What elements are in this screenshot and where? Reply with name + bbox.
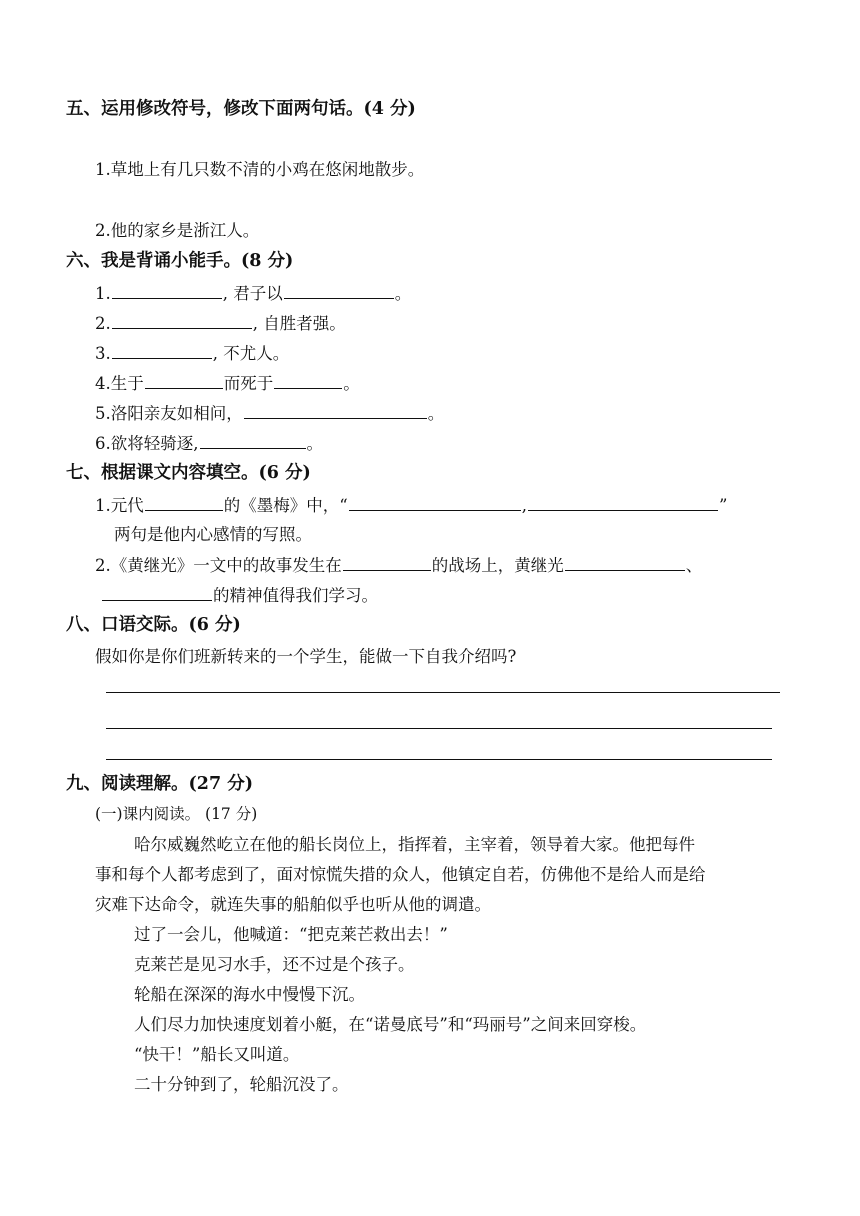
section-6-question-3 bbox=[95, 342, 289, 365]
answer-blank[interactable] bbox=[145, 372, 223, 389]
question-text: 6.欲将轻骑逐, bbox=[95, 434, 199, 453]
passage-line: 过了一会儿，他喊道：“把克莱芒救出去！” bbox=[134, 925, 448, 944]
answer-blank[interactable] bbox=[284, 282, 394, 299]
section-6-question-2 bbox=[95, 312, 346, 335]
section-8-prompt: 假如你是你们班新转来的一个学生，能做一下自我介绍吗? bbox=[95, 647, 517, 666]
section-6-question-5 bbox=[95, 402, 444, 425]
answer-blank[interactable] bbox=[244, 402, 427, 419]
answer-blank[interactable] bbox=[145, 494, 223, 511]
answer-blank[interactable] bbox=[349, 494, 521, 511]
section-7-question-2-continued bbox=[101, 584, 378, 607]
passage-line: 轮船在深深的海水中慢慢下沉。 bbox=[134, 985, 365, 1004]
answer-blank[interactable] bbox=[102, 584, 212, 601]
answer-line[interactable] bbox=[106, 759, 772, 760]
question-text: 的《墨梅》中，“ bbox=[223, 496, 348, 515]
answer-blank[interactable] bbox=[112, 282, 222, 299]
passage-line: 二十分钟到了，轮船沉没了。 bbox=[134, 1075, 349, 1094]
section-6-title: 六、我是背诵小能手。(8 分) bbox=[66, 251, 294, 271]
passage-line: 哈尔威巍然屹立在他的船长岗位上，指挥着，主宰着，领导着大家。他把每件 bbox=[134, 835, 695, 854]
answer-blank[interactable] bbox=[112, 342, 212, 359]
question-text: ” bbox=[718, 496, 728, 515]
question-number: 2. bbox=[95, 314, 111, 333]
section-6-question-4 bbox=[95, 372, 360, 395]
passage-line: 事和每个人都考虑到了，面对惊慌失措的众人，他镇定自若，仿佛他不是给人而是给 bbox=[95, 865, 706, 884]
answer-line[interactable] bbox=[106, 692, 780, 693]
section-5-title: 五、运用修改符号，修改下面两句话。(4 分) bbox=[66, 99, 416, 119]
question-text: 的战场上，黄继光 bbox=[431, 556, 564, 575]
answer-blank[interactable] bbox=[200, 432, 306, 449]
answer-line[interactable] bbox=[106, 728, 772, 729]
question-text: 4.生于 bbox=[95, 374, 144, 393]
passage-line: 灾难下达命令，就连失事的船舶似乎也听从他的调遣。 bbox=[95, 895, 491, 914]
answer-blank[interactable] bbox=[528, 494, 718, 511]
passage-line: 人们尽力加快速度划着小艇，在“诺曼底号”和“玛丽号”之间来回穿梭。 bbox=[134, 1015, 647, 1034]
section-8-title: 八、口语交际。(6 分) bbox=[66, 615, 241, 635]
question-text: 而死于 bbox=[223, 374, 274, 393]
question-text: 1.元代 bbox=[95, 496, 144, 515]
section-5-question-2: 2.他的家乡是浙江人。 bbox=[95, 221, 260, 240]
question-text: 2.《黄继光》一文中的故事发生在 bbox=[95, 556, 342, 575]
question-text: , 自胜者强。 bbox=[252, 314, 346, 333]
passage-line: 克莱芒是见习水手，还不过是个孩子。 bbox=[134, 955, 415, 974]
question-text: 。 bbox=[306, 434, 323, 453]
section-7-title: 七、根据课文内容填空。(6 分) bbox=[66, 463, 311, 483]
question-text: 5.洛阳亲友如相问， bbox=[95, 404, 243, 423]
answer-blank[interactable] bbox=[112, 312, 252, 329]
section-9-subtitle: (一)课内阅读。 (17 分) bbox=[95, 805, 258, 823]
section-7-question-1-continued: 两句是他内心感情的写照。 bbox=[114, 525, 312, 544]
section-5-question-1: 1.草地上有几只数不清的小鸡在悠闲地散步。 bbox=[95, 160, 425, 179]
question-text: 、 bbox=[685, 556, 703, 575]
answer-blank[interactable] bbox=[343, 554, 431, 571]
question-text: 的精神值得我们学习。 bbox=[213, 586, 378, 605]
question-number: 3. bbox=[95, 344, 111, 363]
section-7-question-2 bbox=[95, 554, 702, 577]
question-text: , 君子以 bbox=[222, 284, 283, 303]
question-text: 。 bbox=[394, 284, 412, 303]
question-text: 。 bbox=[343, 374, 360, 393]
section-6-question-1 bbox=[95, 282, 411, 305]
section-6-question-6 bbox=[95, 432, 323, 455]
question-text: , 不尤人。 bbox=[212, 344, 290, 363]
answer-blank[interactable] bbox=[565, 554, 685, 571]
answer-blank[interactable] bbox=[274, 372, 342, 389]
passage-line: “快干！”船长又叫道。 bbox=[134, 1045, 300, 1064]
section-9-title: 九、阅读理解。(27 分) bbox=[66, 774, 254, 794]
question-text: 。 bbox=[427, 404, 445, 423]
question-number: 1. bbox=[95, 284, 111, 303]
question-text: , bbox=[521, 496, 527, 515]
section-7-question-1 bbox=[95, 494, 727, 517]
